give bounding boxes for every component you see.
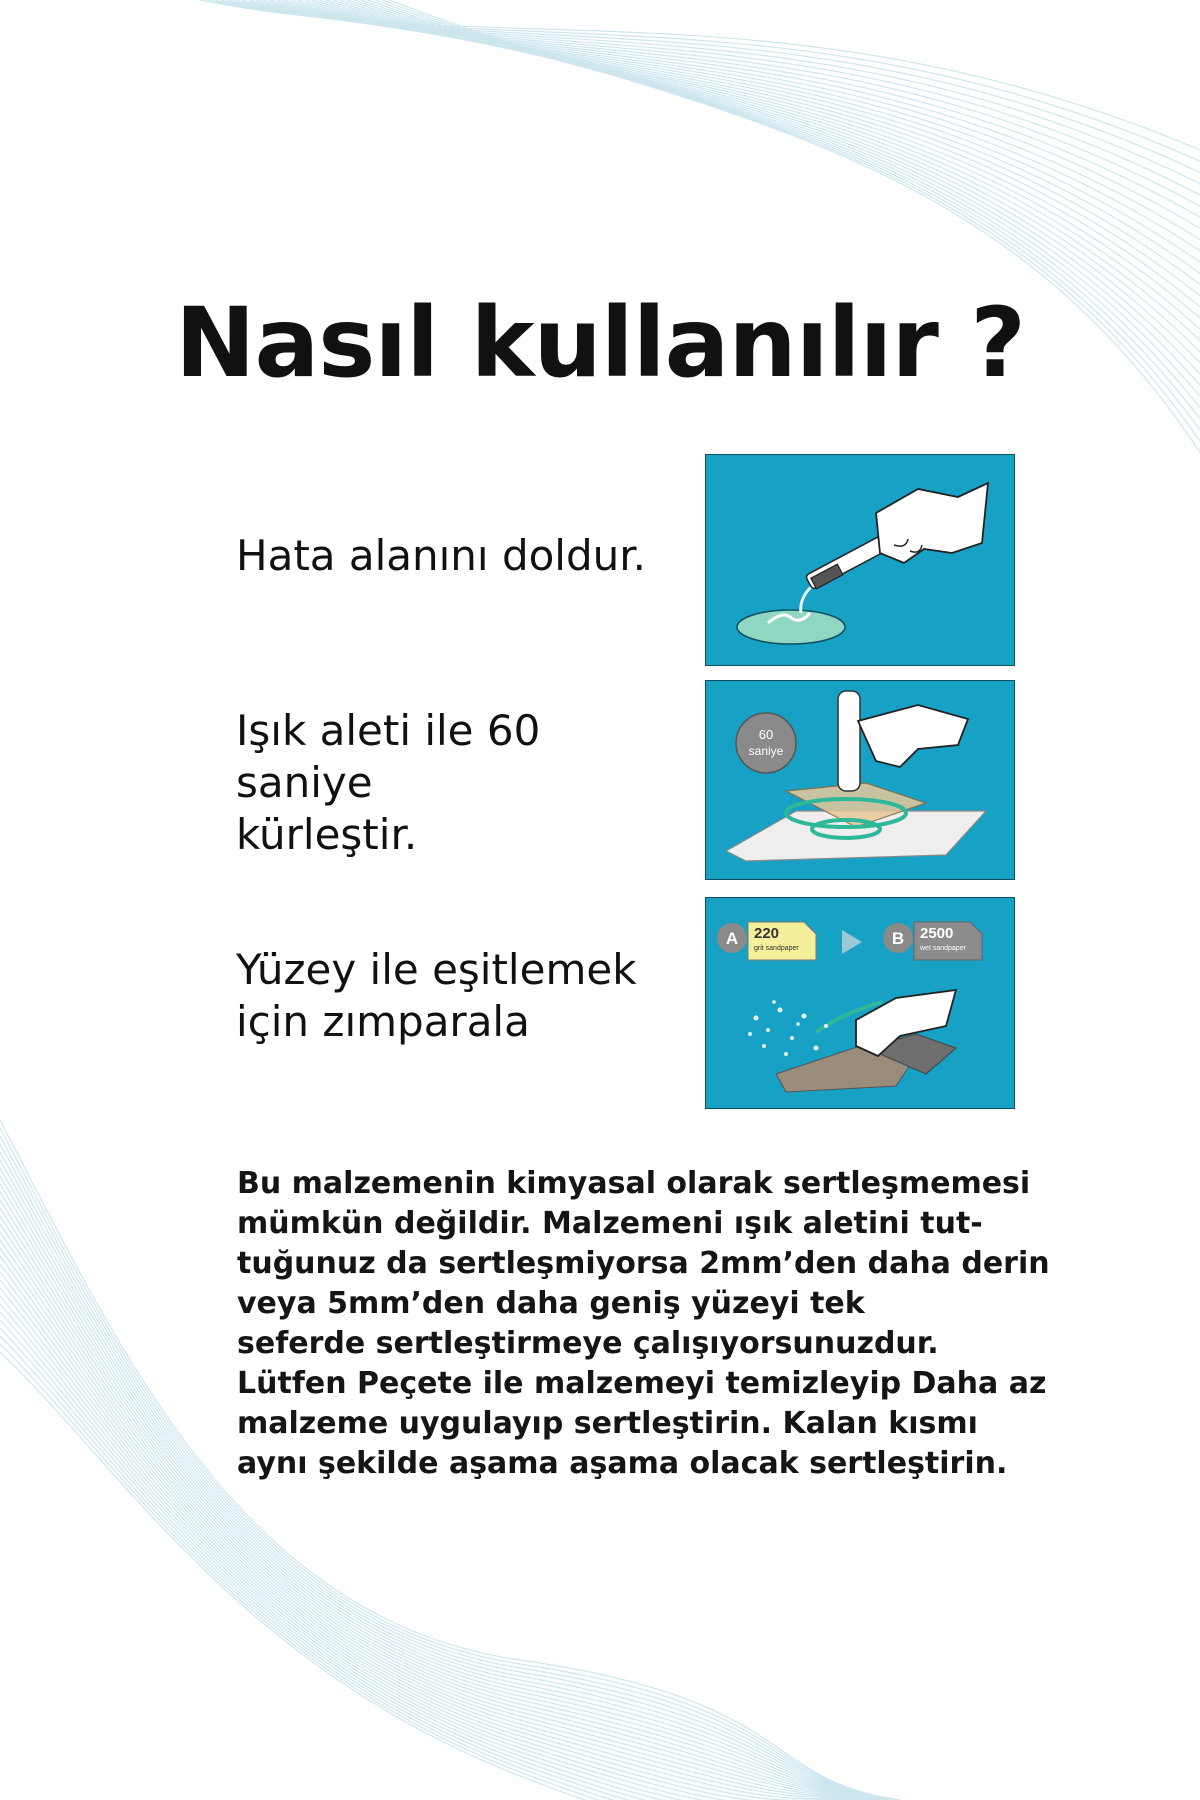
step-2-line: kürleştir. xyxy=(236,810,418,859)
wave-line xyxy=(256,0,1200,240)
step-1-illustration xyxy=(705,454,1015,666)
curing-light-icon xyxy=(706,681,1015,880)
step-3-illustration xyxy=(705,897,1015,1109)
note-line: tuğunuz da sertleşmiyorsa 2mm’den daha derin xyxy=(237,1246,1050,1281)
warning-note xyxy=(237,1164,1050,1484)
note-line: Bu malzemenin kimyasal olarak sertleşmemesi xyxy=(237,1166,1031,1201)
wave-line xyxy=(270,0,1200,262)
step-3-line: için zımparala xyxy=(236,997,530,1046)
timer-badge-number: 60 xyxy=(758,727,774,742)
step-2-line: saniye xyxy=(236,758,373,807)
paper-b-letter: B xyxy=(891,929,905,948)
step-3-text xyxy=(236,944,676,1048)
sanding-icon xyxy=(706,898,1015,1109)
note-line: Lütfen Peçete ile malzemeyi temizleyip Daha az xyxy=(237,1366,1047,1401)
wave-line xyxy=(263,0,1200,251)
note-line: malzeme uygulayıp sertleştirin. Kalan kısmı xyxy=(237,1406,978,1441)
step-2-line: Işık aleti ile 60 xyxy=(236,706,541,755)
note-line: veya 5mm’den daha geniş yüzeyi tek xyxy=(237,1286,865,1321)
wave-line xyxy=(221,0,1200,184)
step-3-line: Yüzey ile eşitlemek xyxy=(236,945,637,994)
step-1-text xyxy=(236,530,676,582)
paper-a-letter: A xyxy=(725,929,739,948)
page-title: Nasıl kullanılır ? xyxy=(175,287,1025,399)
step-2-text xyxy=(236,705,676,861)
step-2-illustration xyxy=(705,680,1015,880)
paper-a-grit: 220 xyxy=(754,925,780,942)
note-line: mümkün değildir. Malzemeni ışık aletini tut- xyxy=(237,1206,983,1241)
paper-b-kind: wet sandpaper xyxy=(920,945,966,952)
step-1-line: Hata alanını doldur. xyxy=(236,531,647,580)
note-line: aynı şekilde aşama aşama olacak sertleştirin. xyxy=(237,1446,1008,1481)
paper-a-kind: grit sandpaper xyxy=(754,945,799,952)
timer-badge-unit: saniye xyxy=(748,744,784,758)
fill-syringe-icon xyxy=(706,455,1015,666)
paper-b-grit: 2500 xyxy=(920,925,954,942)
note-line: seferde sertleştirmeye çalışıyorsunuzdur. xyxy=(237,1326,939,1361)
